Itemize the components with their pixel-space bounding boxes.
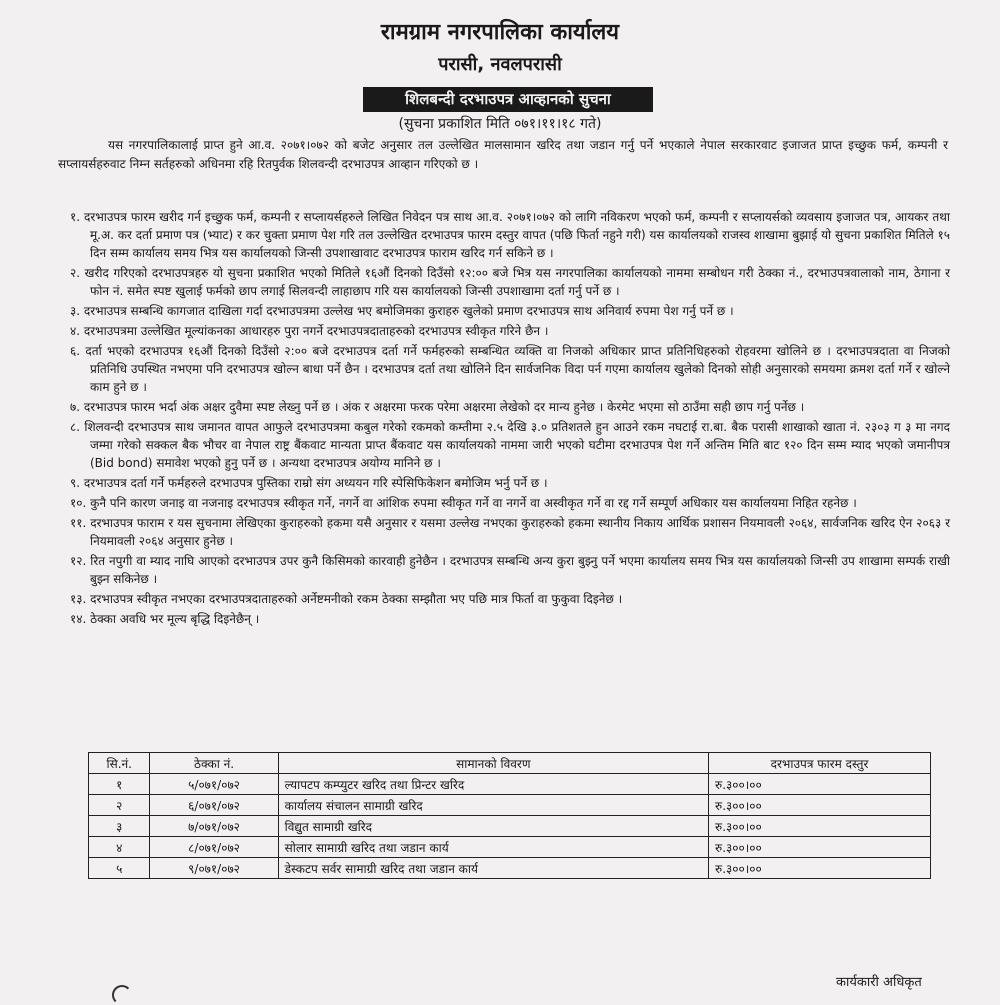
table-row xyxy=(89,858,931,879)
cell-contract-no: ५/०७१/०७२ xyxy=(150,774,278,795)
clause-list xyxy=(60,208,950,630)
cell-serial: ४ xyxy=(89,837,150,858)
clause-item: ३. दरभाउपत्र सम्बन्धि कागजात दाखिला गर्दा दरभाउपत्रमा उल्लेख भए बमोजिमका कुराहरु खुलेको प्रमाण दरभाउपत्र साथ अनिवार्य रुपमा पेश गर्नु पर्ने छ । xyxy=(70,304,734,318)
intro-paragraph: यस नगरपालिकालाई प्राप्त हुने आ.व. २०७१।०७२ को बजेट अनुसार तल उल्लेखित मालसामान खरिद तथा जडान गर्नु पर्ने भएकाले नेपाल सरकारवाट इजाजत प्राप्त इच्छुक फर्म, कम्पनी र सप्लायर्सहरुवाट निम्न सर्तहरुको अधिनमा रहि रितपुर्वक शिलवन्दी दरभाउपत्र आव्हान गरिएको छ । xyxy=(58,138,948,171)
signature-label: कार्यकारी अधिकृत xyxy=(836,975,922,990)
clause-item: १३. दरभाउपत्र स्वीकृत नभएका दरभाउपत्रदाताहरुको अर्नेष्टमनीको रकम ठेक्का सम्झौता भए पछि मात्र फिर्ता वा फुकुवा दिइनेछ । xyxy=(70,592,623,606)
office-location: परासी, नवलपरासी xyxy=(438,54,562,75)
cell-serial: ५ xyxy=(89,858,150,879)
header-contract-no: ठेक्का नं. xyxy=(150,753,278,774)
header-fee: दरभाउपत्र फारम दस्तुर xyxy=(709,753,931,774)
published-date: (सुचना प्रकाशित मिति ०७१।११।१८ गते) xyxy=(398,116,602,132)
cell-serial: १ xyxy=(89,774,150,795)
cell-contract-no: ९/०७१/०७२ xyxy=(150,858,278,879)
office-name: रामग्राम नगरपालिका कार्यालय xyxy=(380,20,620,45)
clause-item: १०. कुनै पनि कारण जनाइ वा नजनाइ दरभाउपत्र स्वीकृत गर्ने, नगर्ने वा आंशिक रुपमा स्वीकृत गर्ने वा नगर्ने वा अस्वीकृत गर्ने वा रद्द गर्ने सम्पूर्ण अधिकार यस कार्यालयमा निहित रहनेछ । xyxy=(70,496,857,510)
clause-item: ११. दरभाउपत्र फाराम र यस सुचनामा लेखिएका कुराहरुको हकमा यसै अनुसार र यसमा उल्लेख नभएका कुराहरुको हकमा स्थानीय निकाय आर्थिक प्रशासन नियमावली २०६४, सार्वजनिक खरिद ऐन २०६३ र नियमावली २०६४ अनुसार हुनेछ । xyxy=(70,516,950,548)
clause-item: ६. दर्ता भएको दरभाउपत्र १६औं दिनको दिउँसो २:०० बजे दरभाउपत्र दर्ता गर्ने फर्महरुको सम्बन्धित व्यक्ति वा निजको अधिकार प्राप्त प्रतिनिधिहरुको रोहवरमा खोलिने छ । दरभाउपत्रदाता वा निजको प्रतिनिधि उपस्थित नभएमा पनि दरभाउपत्र खोल्न बाधा पर्ने छैन । दरभाउपत्र दर्ता तथा खोलिने दिन सार्वजनिक विदा पर्न गएमा कार्यालय खुलेको दिनको सोही अनुसारको समयमा क्रमश दर्ता गर्ने र खोल्ने काम हुने छ । xyxy=(70,344,950,394)
cell-contract-no: ६/०७१/०७२ xyxy=(150,795,278,816)
clause-item: ७. दरभाउपत्र फारम भर्दा अंक अक्षर दुवैमा स्पष्ट लेख्नु पर्ने छ । अंक र अक्षरमा फरक परेमा अक्षरमा लेखेको दर मान्य हुनेछ । केरमेट भएमा सो ठाउँमा सही छाप गर्नु पर्नेछ । xyxy=(70,400,805,414)
cell-serial: ३ xyxy=(89,816,150,837)
cell-description: विद्युत सामाग्री खरिद xyxy=(278,816,708,837)
clause-item: १२. रित नपुगी वा म्याद नाघि आएको दरभाउपत्र उपर कुनै किसिमको कारवाही हुनेछैन । दरभाउपत्र सम्बन्धि अन्य कुरा बुझ्नु पर्ने भएमा कार्यालय समय भित्र यस कार्यालयको जिन्सी उप शाखामा सम्पर्क राखी बुझ्न सकिनेछ । xyxy=(70,554,950,586)
cell-description: सोलार सामाग्री खरिद तथा जडान कार्य xyxy=(278,837,708,858)
clause-item: ४. दरभाउपत्रमा उल्लेखित मूल्यांकनका आधारहरु पुरा नगर्ने दरभाउपत्रदाताहरुको दरभाउपत्र स्वीकृत गरिने छैन । xyxy=(70,324,549,338)
table-row xyxy=(89,774,931,795)
table-row xyxy=(89,816,931,837)
table-row xyxy=(89,837,931,858)
pen-mark xyxy=(112,985,132,1005)
clause-item: १. दरभाउपत्र फारम खरीद गर्न इच्छुक फर्म, कम्पनी र सप्लायर्सहरुले लिखित निवेदन पत्र साथ आ.व. २०७१।०७२ को लागि नविकरण भएको फर्म, कम्पनी र सप्लायर्सको व्यवसाय इजाजत पत्र, आयकर तथा मू.अ. कर दर्ता प्रमाण पत्र (भ्याट) र कर चुक्ता प्रमाण पेश गरि तल उल्लेखित दरभाउपत्र फारम दस्तुर वापत (पछि फिर्ता नहुने गरी) यस कार्यालयको राजस्व शाखामा बुझाई यो सुचना प्रकाशित मितिले १५ दिन सम्म कार्यालय समय भित्र यस कार्यालयको जिन्सी उपशाखावाट दरभाउपत्र फाराम खरिद गर्न सकिने छ । xyxy=(70,210,951,260)
cell-description: ल्यापटप कम्प्युटर खरिद तथा प्रिन्टर खरिद xyxy=(278,774,708,795)
cell-fee: रु.३००।०० xyxy=(709,816,931,837)
clause-item: २. खरीद गरिएको दरभाउपत्रहरु यो सुचना प्रकाशित भएको मितिले १६औं दिनको दिउँसो १२:०० बजे भित्र यस नगरपालिका कार्यालयको नाममा सम्बोधन गरी ठेक्का नं., दरभाउपत्रवालाको नाम, ठेगाना र फोन नं. समेत स्पष्ट खुलाई फर्मको छाप लगाई सिलवन्दी लाहाछाप गरि यस कार्यालयको जिन्सी उपशाखामा दर्ता गर्नु पर्ने छ । xyxy=(70,266,950,298)
notice-title: शिलबन्दी दरभाउपत्र आव्हानको सुचना xyxy=(363,87,653,112)
table-header-row xyxy=(89,753,931,774)
clause-item: ९. दरभाउपत्र दर्ता गर्ने फर्महरुले दरभाउपत्र पुस्तिका राम्रो संग अध्ययन गरि स्पेसिफिकेशन बमोजिम भर्नु पर्ने छ । xyxy=(70,476,548,490)
items-table xyxy=(88,752,931,879)
cell-fee: रु.३००।०० xyxy=(709,837,931,858)
cell-contract-no: ७/०७१/०७२ xyxy=(150,816,278,837)
cell-fee: रु.३००।०० xyxy=(709,795,931,816)
header-description: सामानको विवरण xyxy=(278,753,708,774)
clause-item: १४. ठेक्का अवधि भर मूल्य बृद्धि दिइनेछैन् । xyxy=(70,612,260,626)
cell-serial: २ xyxy=(89,795,150,816)
cell-fee: रु.३००।०० xyxy=(709,774,931,795)
cell-description: कार्यालय संचालन सामाग्री खरिद xyxy=(278,795,708,816)
clause-item: ८. शिलवन्दी दरभाउपत्र साथ जमानत वापत आफुले दरभाउपत्रमा कबुल गरेको रकमको कम्तीमा २.५ देखि ३.० प्रतिशतले हुन आउने रकम नघटाई रा.बा. बैक परासी शाखाको खाता नं. २३०३ ग ३ मा नगद जम्मा गरेको सक्कल बैक भौचर वा नेपाल राष्ट्र बैंकवाट मान्यता प्राप्त बैंकवाट यस कार्यालयको नाममा जारी भएको घटीमा दरभाउपत्र पेश गर्ने अन्तिम मिति बाट १२० दिन सम्म म्याद भएको जमानीपत्र (Bid bond) समावेश भएको हुनु पर्ने छ । अन्यथा दरभाउपत्र अयोग्य मानिने छ । xyxy=(70,420,950,470)
table-row xyxy=(89,795,931,816)
cell-description: डेस्कटप सर्वर सामाग्री खरिद तथा जडान कार्य xyxy=(278,858,708,879)
header-serial: सि.नं. xyxy=(89,753,150,774)
cell-fee: रु.३००।०० xyxy=(709,858,931,879)
cell-contract-no: ८/०७१/०७२ xyxy=(150,837,278,858)
